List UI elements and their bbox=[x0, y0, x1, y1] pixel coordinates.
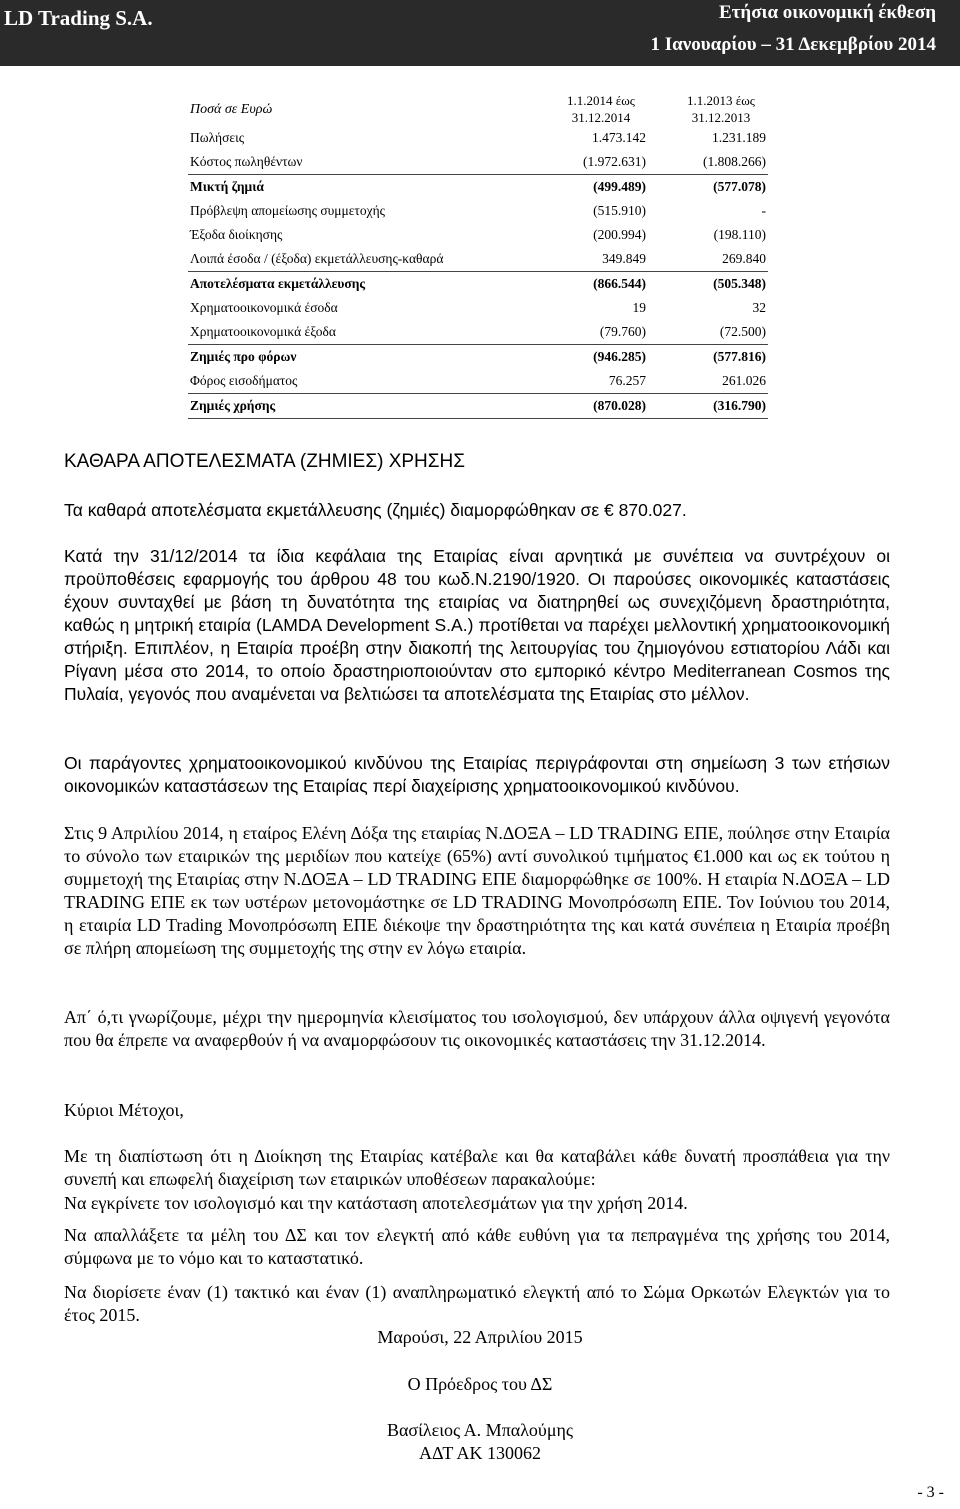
paragraph-salutation: Κύριοι Μέτοχοι, bbox=[64, 1100, 184, 1120]
row-value-2014: (946.285) bbox=[593, 349, 646, 364]
row-value-2014: (79.760) bbox=[599, 324, 646, 339]
row-value-2013: (577.078) bbox=[713, 179, 766, 194]
paragraph-equity: Κατά την 31/12/2014 τα ίδια κεφάλαια της Εταιρίας είναι αρνητικά με συνέπεια να συντρέχουν οι προϋποθέσεις εφαρμογής του άρθρου 48 του κωδ.Ν.2190/1920. Οι παρούσες οικονομικές καταστάσεις έχουν συνταχθεί με βάση τη δυνατότητα της εταιρίας να διατηρηθεί ως συνεχιζόμενη δραστηριότητα, καθώς η μητρική εταιρία (LAMDA Development S.A.) προτίθεται να παρέχει μελλοντική χρηματοοικονομική στήριξη. Επιπλέον, η Εταιρία προέβη στην διακοπή της λειτουργίας του ζημιογόνου εστιατορίου Λάδι και Ρίγανη μέσα στο 2014, το οποίο δραστηριοποιούνταν στο εμπορικό κέντρο Mediterranean Cosmos της Πυλαία, γεγονός που αναμένεται να βελτιώσει τα αποτελέσματα της Εταιρίας στο μέλλον. bbox=[64, 546, 890, 704]
section-title: ΚΑΘΑΡΑ ΑΠΟΤΕΛΕΣΜΑΤΑ (ΖΗΜΙΕΣ) ΧΡΗΣΗΣ bbox=[64, 451, 465, 472]
table-row bbox=[188, 223, 768, 247]
row-value-2013: 269.840 bbox=[722, 251, 766, 266]
column-2014-header bbox=[556, 92, 646, 126]
table-row bbox=[188, 150, 768, 174]
row-value-2013: - bbox=[761, 203, 766, 218]
row-label: Πωλήσεις bbox=[190, 130, 245, 145]
row-value-2013: 32 bbox=[752, 300, 766, 315]
table-row bbox=[188, 126, 768, 150]
paragraph-subsidiary: Στις 9 Απριλίου 2014, η εταίρος Ελένη Δόξα της εταιρίας Ν.ΔΟΞΑ – LD TRADING ΕΠΕ, πούλησε στην Εταιρία το σύνολο των εταιρικών της μεριδίων που κατείχε (65%) αντί συνολικού τιμήματος €1.000 και ως εκ τούτου η συμμετοχή της Εταιρίας στην Ν.ΔΟΞΑ – LD TRADING ΕΠΕ διαμορφώθηκε σε 100%. Η εταιρία Ν.ΔΟΞΑ – LD TRADING ΕΠΕ εκ των υστέρων μετονομάστηκε σε LD TRADING Μονοπρόσωπη ΕΠΕ. Τον Ιούνιου του 2014, η εταιρία LD Trading Μονοπρόσωπη ΕΠΕ διέκοψε την δραστηριότητα της και κατά συνέπεια η Εταιρία προέβη σε πλήρη απομείωση της συμμετοχής της στην εν λόγω εταιρία. bbox=[64, 823, 890, 958]
column-2013-header bbox=[676, 92, 766, 126]
row-value-2014: (866.544) bbox=[593, 276, 646, 291]
row-label: Πρόβλεψη απομείωσης συμμετοχής bbox=[190, 203, 386, 218]
column-2013-line1: 1.1.2013 έως bbox=[687, 93, 755, 108]
signature-name: Βασίλειος Α. Μπαλούμης bbox=[386, 1420, 574, 1440]
row-value-2014: (1.972.631) bbox=[583, 154, 646, 169]
paragraph-auditors: Να διορίσετε έναν (1) τακτικό και έναν (1) αναπληρωματικό ελεγκτή από το Σώμα Ορκωτών Ελεγκτών για το έτος 2015. bbox=[64, 1282, 890, 1325]
page-number: - 3 - bbox=[917, 1484, 944, 1501]
table-row bbox=[188, 393, 768, 419]
row-value-2013: (72.500) bbox=[719, 324, 766, 339]
row-label: Χρηματοοικονομικά έξοδα bbox=[190, 324, 336, 339]
signature-place-date: Μαρούσι, 22 Απριλίου 2015 bbox=[377, 1327, 583, 1347]
table-row bbox=[188, 247, 768, 271]
column-2014-line1: 1.1.2014 έως bbox=[567, 93, 635, 108]
paragraph-subsequent-events: Απ΄ ό,τι γνωρίζουμε, μέχρι την ημερομηνία κλεισίματος του ισολογισμού, δεν υπάρχουν άλλα οψιγενή γεγονότα που θα έπρεπε να αναφερθούν ή να αναμορφώσουν τις οικονομικές καταστάσεις την 31.12.2014. bbox=[64, 1007, 890, 1050]
row-value-2014: (870.028) bbox=[593, 398, 646, 413]
page-header bbox=[0, 0, 960, 66]
table-header bbox=[188, 92, 768, 126]
paragraph-request: Με τη διαπίστωση ότι η Διοίκηση της Εταιρίας κατέβαλε και θα καταβάλει κάθε δυνατή προσπάθεια για την συνεπή και επωφελή διαχείριση των εταιρικών υποθέσεων παρακαλούμε: bbox=[64, 1146, 890, 1189]
table-row bbox=[188, 320, 768, 344]
paragraph-discharge: Να απαλλάξετε τα μέλη του ΔΣ και τον ελεγκτή από κάθε ευθύνη για τα πεπραγμένα της χρήσης του 2014, σύμφωνα με το νόμο και το καταστατικό. bbox=[64, 1225, 890, 1268]
row-value-2013: (577.816) bbox=[713, 349, 766, 364]
row-value-2013: (316.790) bbox=[713, 398, 766, 413]
table-row bbox=[188, 271, 768, 296]
row-value-2013: 261.026 bbox=[722, 373, 766, 388]
row-value-2014: (499.489) bbox=[593, 179, 646, 194]
row-label: Αποτελέσματα εκμετάλλευσης bbox=[190, 276, 366, 291]
row-value-2014: (515.910) bbox=[593, 203, 646, 218]
row-label: Έξοδα διοίκησης bbox=[190, 227, 283, 242]
row-value-2014: (200.994) bbox=[593, 227, 646, 242]
row-label: Ζημιές χρήσης bbox=[190, 398, 276, 413]
signature-id: ΑΔΤ ΑΚ 130062 bbox=[418, 1443, 541, 1463]
report-period: 1 Ιανουαρίου – 31 Δεκεμβρίου 2014 bbox=[650, 34, 936, 55]
signature-role: Ο Πρόεδρος του ΔΣ bbox=[407, 1374, 553, 1394]
row-value-2014: 19 bbox=[632, 300, 646, 315]
row-value-2013: (1.808.266) bbox=[703, 154, 766, 169]
row-label: Μικτή ζημιά bbox=[190, 179, 264, 194]
paragraph-net-results: Τα καθαρά αποτελέσματα εκμετάλλευσης (ζημιές) διαμορφώθηκαν σε € 870.027. bbox=[64, 500, 687, 520]
row-value-2014: 76.257 bbox=[608, 373, 646, 388]
table-row bbox=[188, 174, 768, 199]
company-name: LD Trading S.A. bbox=[4, 6, 153, 30]
row-label: Ζημιές προ φόρων bbox=[190, 349, 297, 364]
row-value-2014: 349.849 bbox=[602, 251, 646, 266]
row-value-2013: (198.110) bbox=[713, 227, 766, 242]
row-label: Λοιπά έσοδα / (έξοδα) εκμετάλλευσης-καθαρά bbox=[190, 251, 444, 266]
row-value-2013: (505.348) bbox=[713, 276, 766, 291]
paragraph-risk: Οι παράγοντες χρηματοοικονομικού κινδύνου της Εταιρίας περιγράφονται στη σημείωση 3 των ετήσιων οικονομικών καταστάσεων της Εταιρίας περί διαχείρισης χρηματοοικονομικού κινδύνου. bbox=[64, 753, 890, 796]
row-label: Φόρος εισοδήματος bbox=[190, 373, 298, 388]
table-row bbox=[188, 344, 768, 369]
currency-label: Ποσά σε Ευρώ bbox=[190, 102, 273, 117]
column-2014-line2: 31.12.2014 bbox=[571, 110, 631, 125]
row-value-2013: 1.231.189 bbox=[712, 130, 766, 145]
table-row bbox=[188, 199, 768, 223]
table-row bbox=[188, 296, 768, 320]
report-title: Ετήσια οικονομική έκθεση bbox=[719, 2, 936, 23]
table-row bbox=[188, 369, 768, 393]
income-statement-table bbox=[188, 92, 768, 419]
row-value-2014: 1.473.142 bbox=[592, 130, 646, 145]
paragraph-approve: Να εγκρίνετε τον ισολογισμό και την κατάσταση αποτελεσμάτων για την χρήση 2014. bbox=[64, 1193, 688, 1213]
row-label: Χρηματοοικονομικά έσοδα bbox=[190, 300, 338, 315]
column-2013-line2: 31.12.2013 bbox=[691, 110, 751, 125]
row-label: Κόστος πωληθέντων bbox=[190, 154, 303, 169]
